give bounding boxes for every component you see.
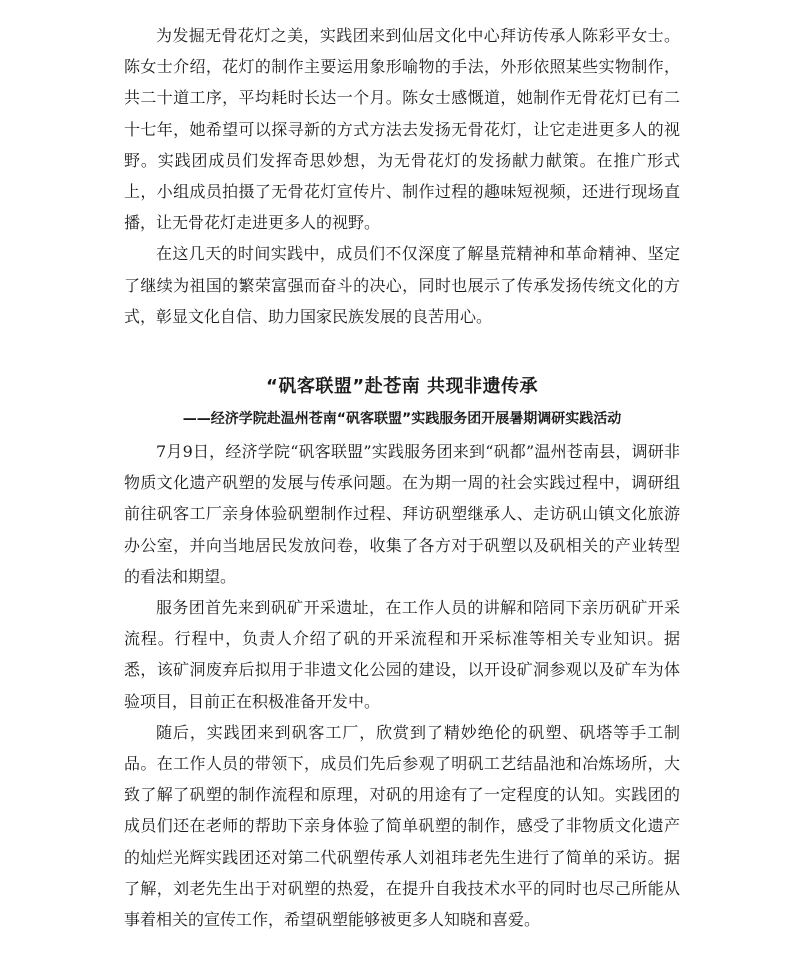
article-paragraph-1: 7月9日，经济学院“矾客联盟”实践服务团来到“矾都”温州苍南县，调研非物质文化遗产矾塑的发展与传承问题。在为期一周的社会实践过程中，调研组前往矾客工厂亲身体验矾塑制作过程、拜访矾塑继承人、走访矾山镇文化旅游办公室，并向当地居民发放问卷，收集了各方对于矾塑以及矾相关的产业转型的看法和期望。	[124, 442, 680, 586]
article-section	[124, 372, 680, 935]
article-paragraph-2: 服务团首先来到矾矿开采遗址，在工作人员的讲解和陪同下亲历矾矿开采流程。行程中，负责人介绍了矾的开采流程和开采标准等相关专业知识。据悉，该矿洞废弃后拟用于非遗文化公园的建设，以开设矿洞参观以及矿车为体验项目，目前正在积极准备开发中。	[124, 598, 680, 711]
article-title: “矾客联盟”赴苍南 共现非遗传承	[266, 376, 538, 398]
intro-paragraph-1: 为发掘无骨花灯之美，实践团来到仙居文化中心拜访传承人陈彩平女士。陈女士介绍，花灯的制作主要运用象形喻物的手法，外形依照某些实物制作，共二十道工序，平均耗时长达一个月。陈女士感慨道，她制作无骨花灯已有二十七年，她希望可以探寻新的方式方法去发扬无骨花灯，让它走进更多人的视野。实践团成员们发挥奇思妙想，为无骨花灯的发扬献力献策。在推广形式上，小组成员拍摄了无骨花灯宣传片、制作过程的趣味短视频，还进行现场直播，让无骨花灯走进更多人的视野。	[124, 26, 680, 233]
section-spacer	[124, 332, 680, 372]
document-page	[124, 20, 680, 935]
article-paragraph-3: 随后，实践团来到矾客工厂，欣赏到了精妙绝伦的矾塑、矾塔等手工制品。在工作人员的带领下，成员们先后参观了明矾工艺结晶池和冶炼场所，大致了解了矾塑的制作流程和原理，对矾的用途有了一定程度的认知。实践团的成员们还在老师的帮助下亲身体验了简单矾塑的制作，感受了非物质文化遗产的灿烂光辉实践团还对第二代矾塑传承人刘祖玮老先生进行了简单的采访。据了解，刘老先生出于对矾塑的热爱，在提升自我技术水平的同时也尽己所能从事着相关的宣传工作，希望矾塑能够被更多人知晓和喜爱。	[124, 722, 680, 930]
intro-paragraph-2: 在这几天的时间实践中，成员们不仅深度了解垦荒精神和革命精神、坚定了继续为祖国的繁荣富强而奋斗的决心，同时也展示了传承发扬传统文化的方式，彰显文化自信、助力国家民族发展的良苦用心。	[124, 244, 680, 326]
intro-section	[124, 20, 680, 332]
article-subtitle: ——经济学院赴温州苍南“矾客联盟”实践服务团开展暑期调研实践活动	[182, 411, 622, 428]
